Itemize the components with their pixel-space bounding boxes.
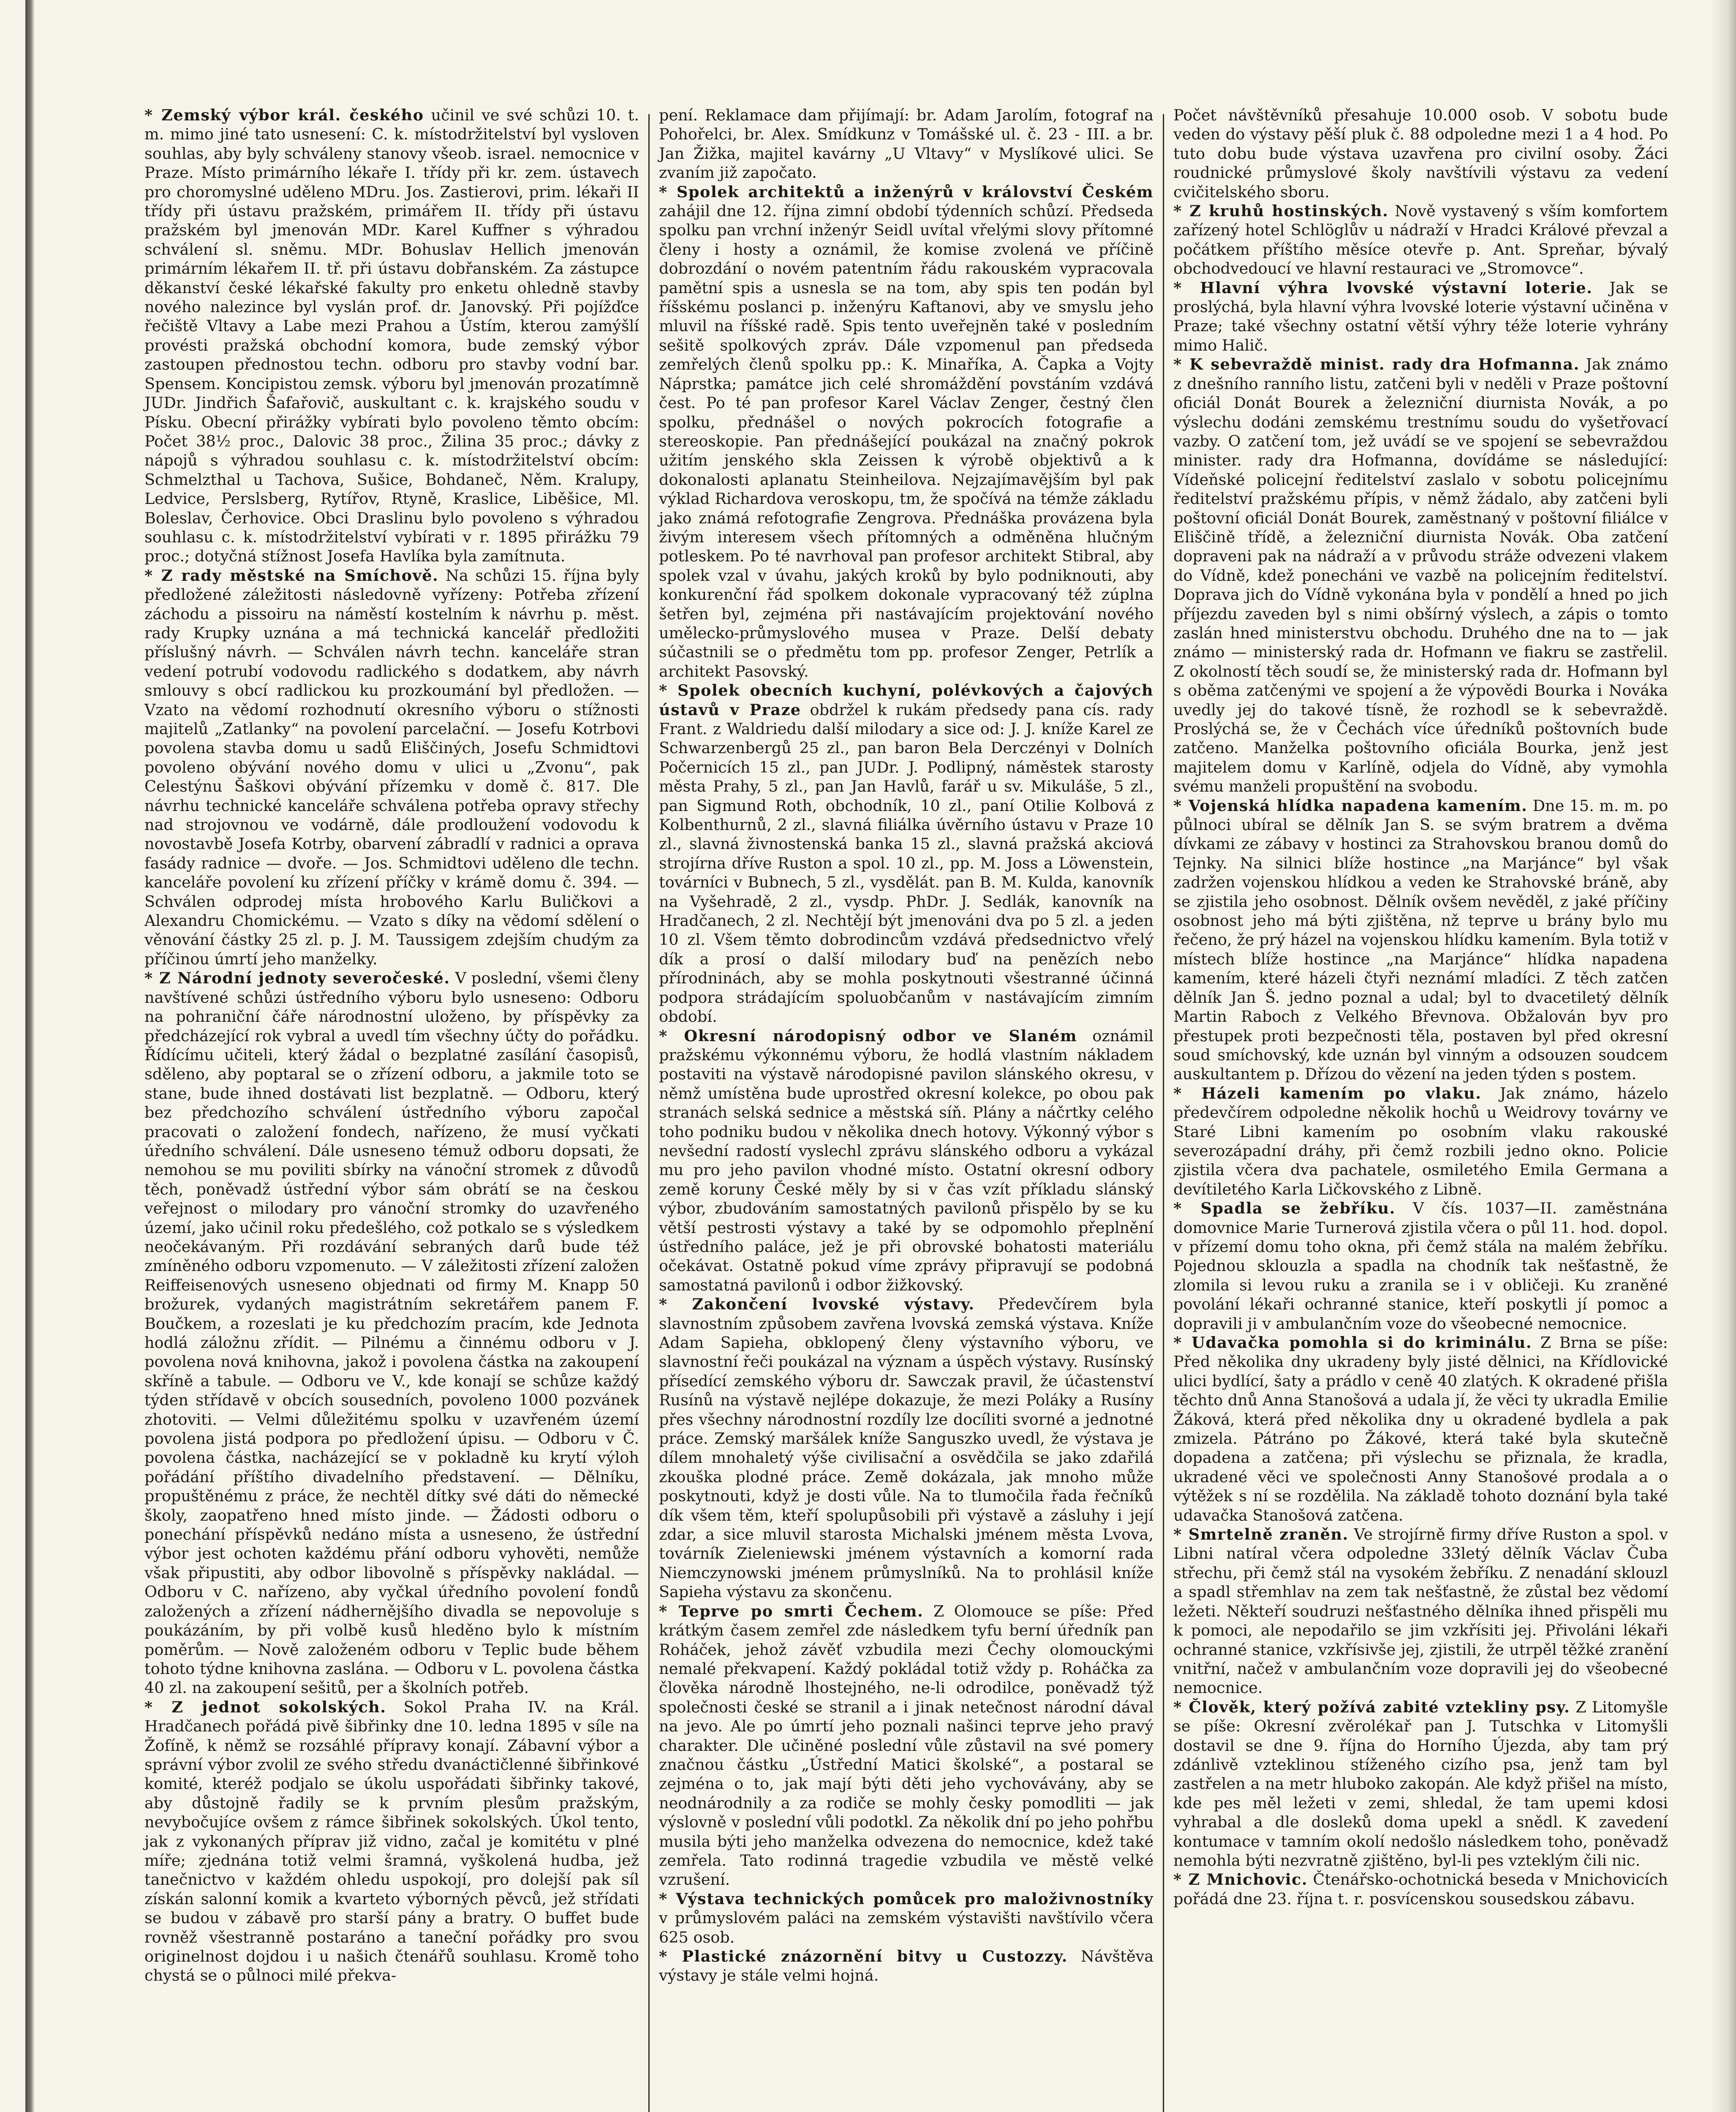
article-body: Nově vystavený s vším komfortem zařízený hotel Schlöglův u nádraží v Hradci Králové převzal a počátkem příštího měsíce otevře p. Ant. Spreňar, bývalý obchodvedoucí ve hlavní restauraci ve „Stromovce“. [1173, 202, 1668, 278]
article [659, 1026, 1154, 1295]
article-body: Dne 15. m. m. po půlnoci ubíral se dělník Jan S. se svým bratrem a dvěma dívkami ze zábavy v hostinci za Strahovskou branou domů do Tejnky. Na silnici blíže hostince „na Marjánce“ byl však zadržen vojenskou hlídkou a veden ke Strahovské bráně, aby se zjistila jeho osobnost. Dělník ovšem nevěděl, z jaké příčiny osobnost jeho má býti zjištěna, nž teprve u brány bylo mu řečeno, že prý házel na vojenskou hlídku kamením. Byla totiž v místech blíže hostince „na Marjánce“ hlídka napadena kamením, které házeli čtyři neznámí mladíci. Z těch zatčen dělník Jan Š. jedno poznal a udal; byl to dvacetiletý dělník Martin Raboch z Velkého Břevnova. Obžalován byv pro přestupek proti bezpečnosti těla, postaven byl před okresní soud smíchovský, kde uznán byl vinným a odsouzen soudcem auskultantem p. Dřízou do vězení na jeden týden s postem. [1173, 796, 1668, 1083]
article-body: Sokol Praha IV. na Král. Hradčanech pořádá pivě šibřinky dne 10. ledna 1895 v síle na Žofíně, k němž se rozsáhlé přípravy konají. Zábavní výbor a správní výbor zvolil ze svého středu dvanáctičlenné šibřinkové komité, kteréž podjalo se úkolu uspořádati šibřinky takové, aby důstojně řadily se k prvním plesům pražským, nevybočujíce ovšem z rámce šibřinek sokolských. Úkol tento, jak z vykonaných příprav již vidno, začal je komitétu v plné míře; zjednána totiž velmi šramná, vyškolená hudba, jež tanečnictvo v každém ohledu uspokojí, pro dolejší pak síl získán salonní komik a kvarteto výborných pěvců, jež střídati se budou v zábavě pro starší pány a bratry. O buffet bude rovněž všestranně postaráno a taneční pořádky pro svou originelnost dojdou i u našich čtenářů souhlasu. Kromě toho chystá se o půlnoci milé překva- [144, 1698, 639, 1985]
article [659, 1947, 1154, 1985]
article-body: Z Litomyšle se píše: Okresní zvěrolékař pan J. Tutschka v Litomyšli dostavil se dne 9. října do Horního Újezda, aby tam prý zdánlivě vzteklinou stíženého cizího psa, jenž tam byl zastřelen a na metr hluboko zakopán. Ale když přišel na místo, kde pes měl ležeti v zemi, shledal, že tam upemi kdosi vyhrabal a dle dosleků doma upekl a snědl. K zavedení kontumace v tamním okolí nedošlo následkem toho, poněvadž nemohla býti nezvratně zjištěno, byl-li pes vzteklým čili nic. [1173, 1698, 1668, 1870]
article [659, 1889, 1154, 1947]
article-headline: * Zakončení lvovské výstavy. [659, 1295, 975, 1314]
article-headline: * Okresní národopisný odbor ve Slaném [659, 1026, 1078, 1045]
article-headline: * Smrtelně zraněn. [1173, 1525, 1349, 1544]
article [659, 1295, 1154, 1602]
article [1173, 106, 1668, 201]
column-3 [1164, 106, 1677, 2112]
page-left-edge-shadow [25, 0, 35, 2112]
article-body: pení. Reklamace dam přijímají: br. Adam Jarolím, fotograf na Pohořelci, br. Alex. Smídkunz v Tomášské ul. č. 23 - III. a br. Jan Žižka, majitel kavárny „U Vltavy“ v Myslíkové ulici. Se zvaním již započato. [659, 106, 1154, 182]
article-headline: * Vojenská hlídka napadena kamením. [1173, 796, 1528, 815]
article [144, 106, 639, 566]
article-headline: * Z kruhů hostinských. [1173, 202, 1389, 220]
column-2 [650, 106, 1163, 2112]
article-body: obdržel k rukám předsedy pana cís. rady Frant. z Waldriedu další milodary a sice od: J. J. kníže Karel ze Schwarzenbergů 25 zl., pan baron Bela Derczényi v Dolních Počernicích 15 zl., pan JUDr. J. Podlipný, náměstek starosty města Prahy, 5 zl., pan Jan Havlů, farář u sv. Mikuláše, 5 zl., pan Sigmund Roth, obchodník, 10 zl., paní Otilie Kolbová z Kolbenthurnů, 2 zl., slavná filiálka úvěrního ústavu v Praze 10 zl., slavná živnostenská banka 15 zl., slavná pražská akciová strojírna dříve Ruston a spol. 10 zl., pp. M. Joss a Löwenstein, továrníci v Bubnech, 5 zl., vysdělát. pan B. M. Kulda, kanovník na Vyšehradě, 2 zl., vysdp. PhDr. J. Sedlák, kanovník na Hradčanech, 2 zl. Nechtějí být jmenováni dva po 5 zl. a jeden 10 zl. Všem těmto dobrodincům vzdává předsednictvo vřelý dík a prosí o další milodary buď na penězích nebo přírodninách, aby se mohla poskytnouti všestranné účinná podpora strádajícím spoluobčanům v nastávajícím zimním období. [659, 700, 1154, 1026]
article-body: Jak se proslýchá, byla hlavní výhra lvovské loterie výstavní učiněna v Praze; také všechny ostatní větší výhry téže loterie vyhrány mimo Halič. [1173, 278, 1668, 354]
article [144, 566, 639, 969]
article-headline: * Z jednot sokolských. [144, 1698, 386, 1716]
article [1173, 1698, 1668, 1870]
article-body: Počet návštěvníků přesahuje 10.000 osob. V sobotu bude veden do výstavy pěší pluk č. 88 odpoledne mezi 1 a 4 hod. Po tuto dobu bude výstava uzavřena pro civilní osoby. Žáci roudnické průmyslové školy navštívili výstavu za vedení cvičitelského sboru. [1173, 106, 1668, 201]
article-headline: * Spadla se žebříku. [1173, 1199, 1396, 1218]
article-body: V poslední, všemi členy navštívené schůzi ústředního výboru bylo usneseno: Odboru na pohraniční čáře národnostní uloženo, by příspěvky za předcházející rok vybral a uvedl tím všechny účty do pořádku. Řídícímu učiteli, který žádal o bezplatné zasílání časopisů, sděleno, aby poptaral se o zřízení odboru, a jakmile toto se stane, bude ihned dostávati list bezplatně. — Odboru, který bez předchozího schválení ústředního výboru započal pracovati o založení fondech, nařízeno, že musí vyčkati úředního schválení. Dále usneseno témuž odboru dopsati, že nemohou se mu poviliti sbírky na vánoční stromek z důvodů těch, poněvadž ústřední výbor sám obrátí se na českou veřejnost o milodary pro vánoční stromky do uzavřeného území, jako učinil roku předešlého, což potkalo se s výsledkem neočekávaným. Při rozdávání sebraných darů bude též zmíněného odboru vzpomenuto. — V záležitosti zřízení založen Reiffeisenových usneseno objednati od firmy M. Knapp 50 brožurek, vydaných magistrátním sekretářem panem F. Boučkem, a rozeslati je ku předchozím pracím, kde Jednota hodlá záložnu zřídit. — Pilnému a činnému odboru v J. povolena nová knihovna, jakož i povolena částka na zakoupení skříně a tabule. — Odboru ve V., kde konají se schůze každý týden střídavě v obcích sousedních, povoleno 1000 pozvánek zhotoviti. — Velmi důležitému spolku v uzavřeném území povolena jistá podpora po předložení úpisu. — Odboru v Č. povolena částka, nacházející se v pokladně ku krytí výloh pořádání příštího divadelního představení. — Dělníku, propuštěnému z práce, že nechtěl dítky své dáti do německé školy, zaopatřeno hned místo jinde. — Žádosti odboru o ponechání příspěvků nedáno místa a usneseno, že ústřední výbor jest ochoten každému přání odboru vyhověti, nemůže však připustiti, aby odbor libovolně s příspěvky nakládal. — Odboru v C. nařízeno, aby vyčkal úředního povolení fondů založených a zřízení nádhernějšího divadla se nepovoluje s poukázáním, by při volbě kusů hleděno bylo k místním poměrům. — Nově založeném odboru v Teplic bude během tohoto týdne knihovna zaslána. — Odboru v L. povolena částka 40 zl. na zakoupení sešitů, per a školních potřeb. [144, 969, 639, 1697]
article-body: Jak známo, házelo předevčírem odpoledne několik hochů u Weidrovy továrny ve Staré Libni kamením po osobním vlaku rakouské severozápadní dráhy, při čemž rozbili jedno okno. Policie zjistila včera dva pachatele, osmiletého Emila Germana a devítiletého Karla Ličkovského z Libně. [1173, 1084, 1668, 1198]
article [1173, 1333, 1668, 1525]
article [659, 182, 1154, 681]
article-body: v průmyslovém paláci na zemském výstavišti navštívilo včera 625 osob. [659, 1909, 1154, 1946]
article-headline: * Výstava technických pomůcek pro maloživnostníky [659, 1889, 1154, 1908]
article-headline: * Házeli kamením po vlaku. [1173, 1084, 1482, 1102]
article [144, 969, 639, 1697]
article-body: Předevčírem byla slavnostním způsobem zavřena lvovská zemská výstava. Kníže Adam Sapieha, obklopený členy výstavního výboru, ve slavnostní řeči poukázal na význam a úspěch výstavy. Rusínský přísedící zemského výboru dr. Sawczak pravil, že účastenství Rusínů na výstavě nejlépe dokazuje, že mezi Poláky a Rusíny přes všechny národnostní rozdíly lze docíliti svorné a jednotné práce. Zemský maršálek kníže Sanguszko uvedl, že výstava je dílem mnohaletý výše civilisační a osvědčila se jako zdařilá zkouška plodné práce. Země dokázala, jak mnoho může poskytnouti, když je dosti vůle. Na to tlumočila řada řečníků dík všem těm, kteří spolupůsobili při výstavě a zásluhy i její zdar, a sice mluvil starosta Michalski jménem města Lvova, továrník Zieleniewski jménem výstavních a komorní rada Niemczynowski jménem průmyslníků. Na to prohlásil kníže Sapieha výstavu za skončenu. [659, 1295, 1154, 1601]
article [1173, 1870, 1668, 1908]
article-body: oznámil pražskému výkonnému výboru, že hodlá vlastním nákladem postaviti na výstavě národopisné pavilon slánského okresu, v němž umístěna bude uprostřed okresní kolekce, po obou pak stranách selská sednice a městská síň. Plány a náčrtky celého toho podniku budou v několika dnech hotovy. Výkonný výbor s nevšední radostí vyslechl zprávu slánského odboru a vykázal mu pro jeho pavilon vhodné místo. Ostatní okresní odbory země koruny České měly by si v čas vzít příkladu slánský výbor, zbudováním samostatných pavilonů přispělo by se ku větší pestrosti výstavy a také by se odpomohlo přeplnění ústředního paláce, jež je při obrovské bohatosti materiálu očekávat. Ostatně pokud víme zprávy připravují se podobná samostatná pavilonů i odbor žižkovský. [659, 1026, 1154, 1294]
article [1173, 1084, 1668, 1199]
article [1173, 201, 1668, 278]
article-headline: * Z Národní jednoty severočeské. [144, 969, 450, 988]
article-body: učinil ve své schůzi 10. t. m. mimo jiné tato usnesení: C. k. místodržitelství byl vysloven souhlas, aby byly schváleny stanovy všeob. israel. nemocnice v Praze. Místo primárního lékaře I. třídy při kr. zem. ústavech pro choromyslné uděleno MDru. Jos. Zastierovi, prim. lékaři II třídy při ústavu pražském, primářem II. třídy při ústavu pražském byl jmenován MDr. Karel Kuffner s výhradou schválení sl. sněmu. MDr. Bohuslav Hellich jmenován primárním lékařem II. tř. při ústavu dobřanském. Za zástupce děkanství české lékařské fakulty pro enketu ohledně stavby nového nalezince byl vyslán prof. dr. Janovský. Při pojížďce řečiště Vltavy a Labe mezi Prahou a Ústím, kterou zamýšlí provésti pražská obchodní komora, bude zemský výbor zastoupen přednostou techn. odboru pro stavby vodní bar. Spensem. Koncipistou zemsk. výboru byl jmenován prozatímně JUDr. Jindřich Šafařovič, auskultant c. k. krajského soudu v Písku. Obecní přirážky vybírati bylo povoleno těmto obcím: Počet 38½ proc., Dalovic 38 proc., Žilina 35 proc.; dávky z nápojů s výhradou souhlasu c. k. místodržitelství obcím: Schmelzthal u Tachova, Sušice, Bohdaneč, Něm. Kralupy, Ledvice, Perslsberg, Rytířov, Rtyně, Kraslice, Liběšice, Ml. Boleslav, Čerhovice. Obci Draslinu bylo povoleno s výhradou souhlasu c. k. místodržitelství vybírati v r. 1895 přirážku 79 proc.; dotyčná stížnost Josefa Havlíka byla zamítnuta. [144, 106, 639, 566]
article [659, 1602, 1154, 1889]
article-headline: * Z Mnichovic. [1173, 1870, 1308, 1889]
article-headline: * Spolek architektů a inženýrů v království Českém [659, 182, 1154, 201]
article-body: Jak známo z dnešního ranního listu, zatčeni byli v neděli v Praze poštovní oficiál Donát Bourek a železniční diurnista Novák, a po výslechu dodáni zemskému trestnímu soudu do vyšetřovací vazby. O zatčení tom, jež uvádí se ve spojení se sebevraždou minister. rady dra Hofmanna, dovídáme se následující: Vídeňské policejní ředitelství zaslalo v sobotu policejnímu ředitelství pražskému přípis, v němž žádalo, aby zatčeni byli poštovní oficiál Donát Bourek, zaměstnaný v poštovní filiálce v Eliščině třídě, a železniční diurnista Novák. Oba zatčení dopraveni pak na nádraží a v průvodu stráže odvezeni vlakem do Vídně, kdež ponecháni ve vazbě na policejním ředitelství. Doprava jich do Vídně vykonána byla v pondělí a hned po jich příjezdu zaveden byl s nimi obšírný výslech, a zápis o tomto zaslán hned ministerstvu obchodu. Druhého dne na to — jak známo — ministerský rada dr. Hofmann ve fiakru se zastřelil. Z okolností těch soudí se, že ministerský rada dr. Hofmann byl s oběma zatčenými ve spojení a že výpovědi Bourka i Nováka uvedly jej do takové tísně, že rozhodl se k sebevraždě. Proslýchá se, že v Čechách více úředníků poštovních bude zatčeno. Manželka poštovního oficiála Bourka, jenž jest majitelem domu v Karlíně, odjela do Vídně, aby vymohla svému manželi propuštění na svobodu. [1173, 355, 1668, 796]
column-1 [135, 106, 648, 2112]
article-headline: * Člověk, který požívá zabité vztekliny psy. [1173, 1698, 1570, 1716]
article-body: Z Olomouce se píše: Před krátkým časem zemřel zde následkem tyfu berní úředník pan Roháček, jehož závěť vzbudila mezi Čechy olomouckými nemalé překvapení. Každý pokládal totiž vždy p. Roháčka za člověka národně lhostejného, ne-li odrodilce, poněvadž týž společnosti české se stranil a i jinak netečnost národní dával na jevo. Ale po úmrtí jeho poznali našinci teprve jeho pravý charakter. Dle učiněné poslední vůle zůstavil na své pomery značnou částku „Ústřední Matici školské“, a postaral se zejména o to, jak mají býti děti jeho vychovávány, aby se neodnárodnily a za rodiče se mohly česky pomodliti — jak výslovně v poslední vůli podotkl. Za několik dní po jeho pohřbu musila býti jeho manželka odvezena do nemocnice, kdež také zemřela. Tato rodinná tragedie vzbudila ve městě velké vzrušení. [659, 1602, 1154, 1889]
article-body: V čís. 1037—II. zaměstnána domovnice Marie Turnerová zjistila včera o půl 11. hod. dopol. v přízemí domu toho okna, při čemž stála na malém žebříku. Pojednou sklouzla a spadla na chodník tak nešťastně, že zlomila si levou ruku a zranila se i v obličeji. Ku zraněné povolání lékaři ochranné stanice, kteří poskytli jí pomoc a dopravili ji v ambulančním voze do všeobecné nemocnice. [1173, 1199, 1668, 1333]
article [1173, 1199, 1668, 1333]
article-headline: * Zemský výbor král. českého [144, 106, 424, 124]
article [659, 106, 1154, 182]
article [1173, 796, 1668, 1084]
article-headline: * Z rady městské na Smíchově. [144, 566, 439, 585]
article [144, 1698, 639, 1985]
article-headline: * Teprve po smrti Čechem. [659, 1602, 924, 1620]
article-body: Na schůzi 15. října byly předložené záležitosti následovně vyřízeny: Potřeba zřízení záchodu a pissoiru na náměstí kostelním k návrhu p. měst. rady Krupky uznána a má technická kancelář předložiti příslušný návrh. — Schválen návrh techn. kanceláře stran vedení potrubí vodovodu radlického s dodatkem, aby návrh smlouvy s obcí radlickou ku prozkoumání byl předložen. — Vzato na vědomí rozhodnutí okresního výboru o stížnosti majitelů „Zatlanky“ na povolení parcelační. — Josefu Kotrbovi povolena stavba domu u sadů Eliščiných, Josefu Schmidtovi povoleno obývání nového domu v ulici u „Zvonu“, pak Celestýnu Šaškovi obývání přízemku v domě č. 817. Dle návrhu technické kanceláře schválena potřeba opravy střechy nad strojovnou ve vodárně, dále prodloužení vodovodu k novostavbě Josefa Kotrby, obarvení zábradlí v radnici a oprava fasády radnice — dvoře. — Jos. Schmidtovi uděleno dle techn. kanceláře povolení ku zřízení příčky v krámě domu č. 394. — Schválen odprodej místa hrobového Karlu Buličkovi a Alexandru Chomickému. — Vzato s díky na vědomí sdělení o věnování částky 25 zl. p. J. M. Taussigem zdejším chudým za příčinou úmrtí jeho manželky. [144, 566, 639, 968]
article [1173, 355, 1668, 796]
article-body: Z Brna se píše: Před několika dny ukradeny byly jisté dělnici, na Křídlovické ulici bydlící, šaty a prádlo v ceně 40 zlatých. K okradené přišla těchto dnů Anna Stanošová a udala jí, že věci ty ukradla Emilie Žáková, která před několika dny u okradené bydlela a pak zmizela. Pátráno po Žákové, která také byla skutečně dopadena a zatčena; při výslechu se přiznala, že kradla, ukradené věci ve společnosti Anny Stanošové prodala a o výtěžek s ní se rozdělila. Na základě tohoto doznání byla také udavačka Stanošová zatčena. [1173, 1334, 1668, 1524]
article-body: Návštěva výstavy je stále velmi hojná. [659, 1947, 1154, 1985]
article-body: Čtenářsko-ochotnická beseda v Mnichovicích pořádá dne 23. října t. r. posvícenskou sousedskou zábavu. [1173, 1870, 1668, 1908]
article-headline: * Hlavní výhra lvovské výstavní loterie. [1173, 278, 1593, 297]
article [1173, 278, 1668, 355]
article [1173, 1525, 1668, 1698]
article-body: Ve strojírně firmy dříve Ruston a spol. v Libni natíral včera odpoledne 33letý dělník Václav Čuba střechu, při čemž stál na vysokém žebříku. Z nenadání sklouzl a spadl střemhlav na zem tak nešťastně, že zůstal bez vědomí ležeti. Někteří soudruzi nešťastného dělníka ihned přispěli mu k pomoci, ale nepodařilo se jim vzkřísiti jej. Přivoláni lékaři ochranné stanice, vzkřísivše jej, zjistili, že utrpěl těžké zranění vnitřní, načež v ambulančním voze dopravili jej do všeobecné nemocnice. [1173, 1525, 1668, 1697]
article-headline: * K sebevraždě minist. rady dra Hofmanna. [1173, 355, 1580, 374]
article [659, 681, 1154, 1026]
article-headline: * Udavačka pomohla si do kriminálu. [1173, 1334, 1532, 1352]
article-headline: * Spolek obecních kuchyní, polévkových a čajových ústavů v Praze [659, 681, 1154, 719]
article-headline: * Plastické znázornění bitvy u Custozzy. [659, 1947, 1068, 1965]
article-body: zahájil dne 12. října zimní období týdenních schůzí. Předseda spolku pan vrchní inženýr Seidl uvítal vřelými slovy přítomné členy i hosty a oznámil, že komise zvolená ve příčině dobrozdání o novém patentním řádu rakouském vypracovala pamětní spis a usnesla se na tom, aby spis ten podán byl říšskému poslanci p. inženýru Kaftanovi, aby ve smyslu jeho mluvil na říšské radě. Spis tento uveřejněn také v posledním sešitě spolkových zpráv. Dále vzpomenul pan předseda zemřelých členů spolku pp.: K. Minaříka, A. Čapka a Vojty Náprstka; památce jich celé shromáždění povstáním vzdává čest. Po té pan profesor Karel Václav Zenger, čestný člen spolku, přednášel o nových pokrocích fotografie a stereoskopie. Pan přednášející poukázal na značný pokrok užitím jenského skla Zeissen k výrobě objektivů a k dokonalosti aplanatu Steinheilova. Nejzajímavějším byl pak výklad Richardova veroskopu, tm, že spočívá na témže základu jako známá refotografie Zengrova. Přednáška provázena byla živým interesem všech přítomných a odměněna hlučným potleskem. Po té navrhoval pan profesor architekt Stibral, aby spolek vzal v úvahu, jakých kroků by bylo podniknouti, aby konkurenční řád spolkem dokonale vypracovaný též zúplna šetřen byl, zejména při nastávajícím projektování nového umělecko-průmyslového musea v Praze. Delší debaty súčastnili se o předmětu tom pp. profesor Zenger, Petrlík a architekt Pasovský. [659, 202, 1154, 680]
text-columns [135, 106, 1715, 2112]
